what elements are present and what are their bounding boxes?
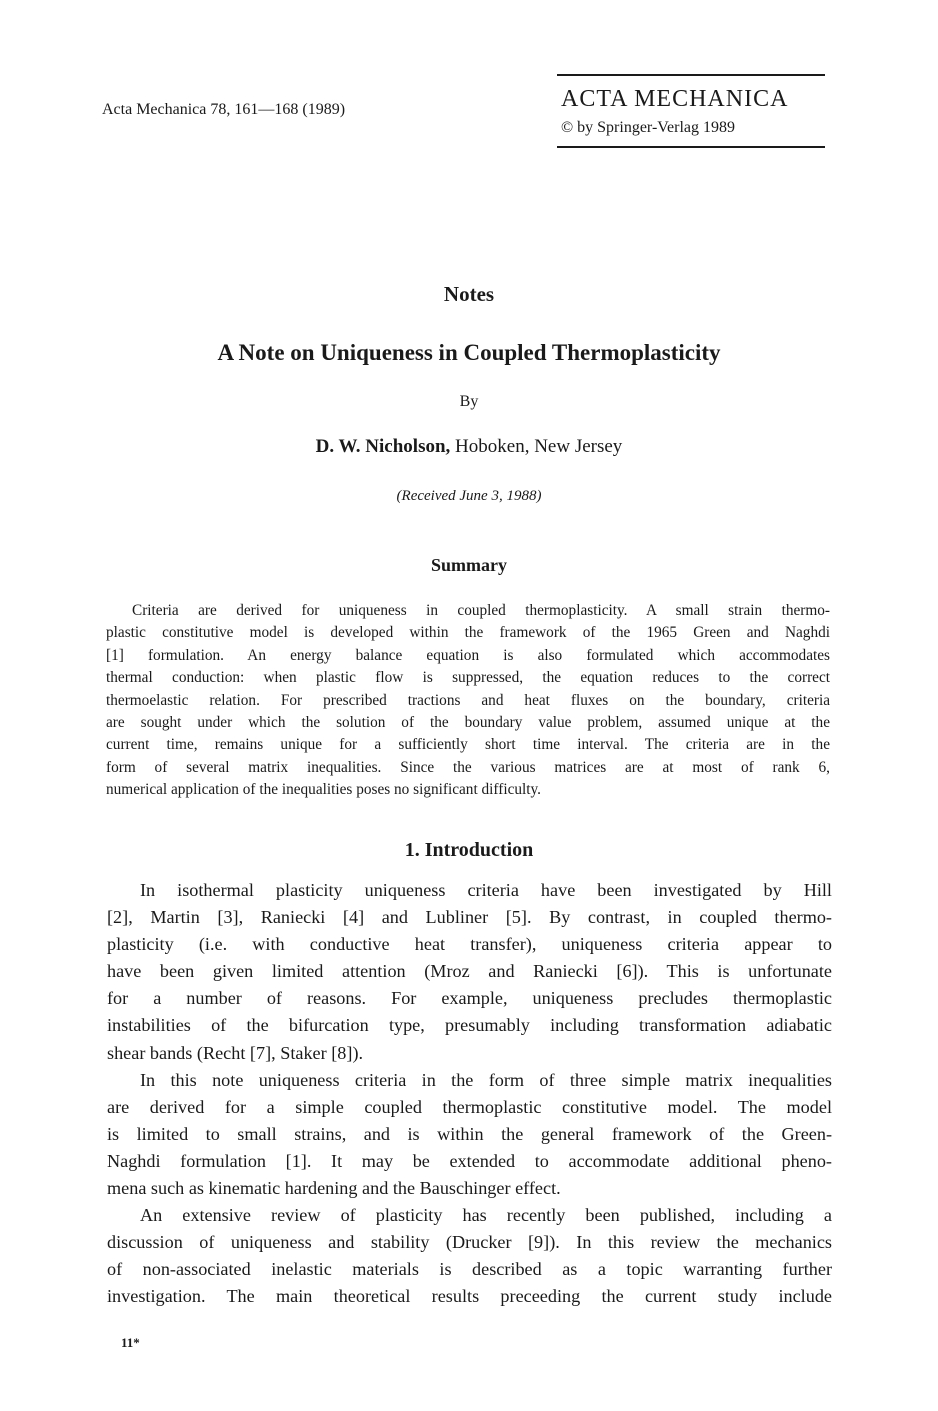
summary-line: thermal conduction: when plastic flow is suppressed, the equation reduces to the correct <box>106 669 830 687</box>
summary-line: [1] formulation. An energy balance equation is also formulated which accommodates <box>106 646 830 664</box>
body-line: have been given limited attention (Mroz and Raniecki [6]). This is unfortunate <box>107 961 832 982</box>
body-line: investigation. The main theoretical results preceeding the current study include <box>107 1286 832 1307</box>
body-line: plasticity (i.e. with conductive heat transfer), uniqueness criteria appear to <box>107 934 832 955</box>
body-line: shear bands (Recht [7], Staker [8]). <box>107 1042 364 1063</box>
body-line: In isothermal plasticity uniqueness criteria have been investigated by Hill <box>140 880 832 900</box>
summary-text <box>106 600 830 802</box>
body-line: is limited to small strains, and is within the general framework of the Green- <box>107 1123 832 1144</box>
summary-line: form of several matrix inequalities. Since the various matrices are at most of rank 6, <box>106 758 830 776</box>
body-line: instabilities of the bifurcation type, presumably including transformation adiabatic <box>107 1015 832 1036</box>
body-line: mena such as kinematic hardening and the Bauschinger effect. <box>107 1178 561 1199</box>
author-line <box>0 436 938 458</box>
body-line: [2], Martin [3], Raniecki [4] and Lubliner [5]. By contrast, in coupled thermo- <box>107 907 832 928</box>
body-line: Naghdi formulation [1]. It may be extended to accommodate additional pheno- <box>107 1150 832 1171</box>
introduction-text <box>107 877 832 1311</box>
body-line: In this note uniqueness criteria in the form of three simple matrix inequalities <box>140 1069 832 1090</box>
journal-masthead <box>557 74 825 148</box>
author-name: D. W. Nicholson, <box>315 436 451 457</box>
summary-line: thermoelastic relation. For prescribed tractions and heat fluxes on the boundary, criteria <box>106 691 830 709</box>
journal-copyright: © by Springer-Verlag 1989 <box>561 119 736 136</box>
introduction-heading: 1. Introduction <box>404 839 534 861</box>
body-line: discussion of uniqueness and stability (Drucker [9]). In this review the mechanics <box>107 1232 832 1253</box>
section-label: Notes <box>443 282 495 306</box>
journal-name: ACTA MECHANICA <box>561 86 789 112</box>
summary-line: numerical application of the inequalities poses no significant difficulty. <box>106 781 541 799</box>
summary-heading: Summary <box>431 555 507 575</box>
summary-line: Criteria are derived for uniqueness in coupled thermoplasticity. A small strain thermo- <box>132 602 830 619</box>
summary-line: current time, remains unique for a sufficiently short time interval. The criteria are in the <box>106 736 830 754</box>
by-line: By <box>459 393 479 410</box>
received-date: (Received June 3, 1988) <box>396 488 542 504</box>
body-line: of non-associated inelastic materials is described as a topic warranting further <box>107 1259 832 1280</box>
body-line: for a number of reasons. For example, uniqueness precludes thermoplastic <box>107 988 832 1009</box>
summary-line: plastic constitutive model is developed within the framework of the 1965 Green and Naghdi <box>106 624 830 642</box>
body-line: An extensive review of plasticity has recently been published, including a <box>140 1205 832 1226</box>
author-affiliation: Hoboken, New Jersey <box>450 436 623 457</box>
journal-citation: Acta Mechanica 78, 161—168 (1989) <box>102 101 346 118</box>
page-number: 11* <box>121 1335 140 1350</box>
summary-line: are sought under which the solution of the boundary value problem, assumed unique at the <box>106 713 830 731</box>
paper-title: A Note on Uniqueness in Coupled Thermoplasticity <box>217 340 721 365</box>
body-line: are derived for a simple coupled thermoplastic constitutive model. The model <box>107 1096 832 1117</box>
